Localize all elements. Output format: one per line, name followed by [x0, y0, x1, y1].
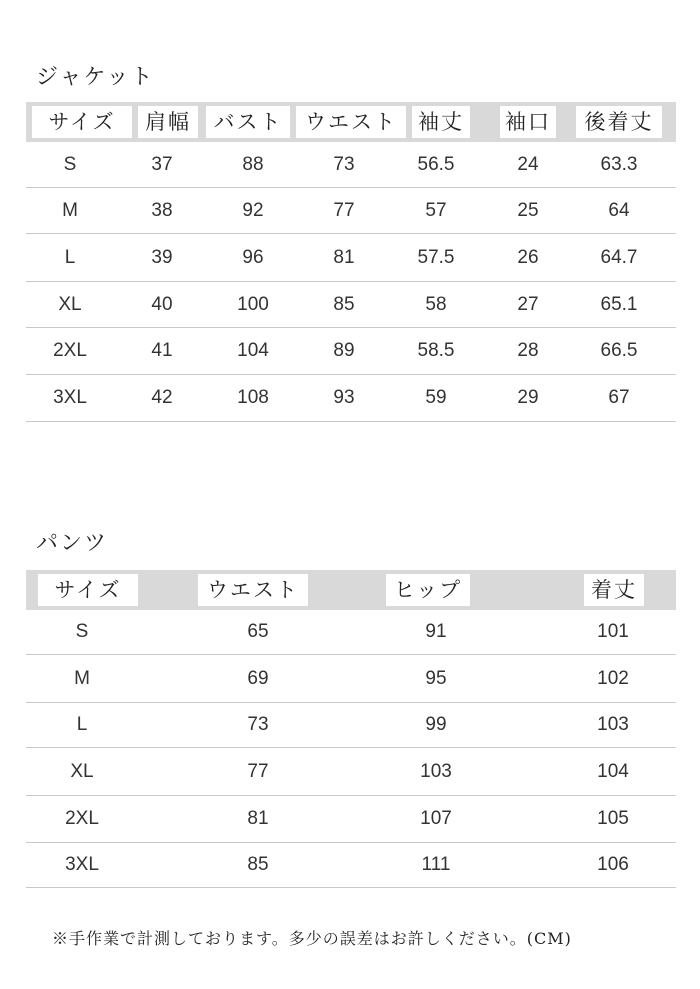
jacket-cell: 58	[425, 294, 447, 315]
jacket-cell: 92	[242, 200, 264, 221]
pants-cell: S	[75, 621, 89, 642]
pants-cell: 77	[247, 761, 269, 782]
jacket-cell: L	[64, 247, 76, 268]
pants-size-table	[26, 570, 676, 888]
jacket-cell: 57	[425, 200, 447, 221]
jacket-cell: 85	[333, 294, 355, 315]
pants-cell: 102	[597, 668, 629, 689]
jacket-cell: 58.5	[417, 340, 455, 361]
pants-table-row	[26, 796, 676, 843]
pants-cell: XL	[70, 761, 94, 782]
pants-header-size: サイズ	[38, 574, 138, 606]
jacket-size-table	[26, 102, 676, 422]
jacket-cell: 40	[151, 294, 173, 315]
pants-cell: 101	[597, 621, 629, 642]
jacket-header-sleeve-length: 袖丈	[412, 106, 470, 138]
jacket-cell: 56.5	[417, 154, 455, 175]
pants-table-row	[26, 610, 676, 655]
jacket-cell: 38	[151, 200, 173, 221]
jacket-cell: S	[63, 154, 77, 175]
jacket-cell: 25	[517, 200, 539, 221]
jacket-table-body	[26, 142, 676, 422]
jacket-cell: 27	[517, 294, 539, 315]
jacket-cell: 29	[517, 387, 539, 408]
pants-cell: 81	[247, 808, 269, 829]
pants-cell: 103	[597, 714, 629, 735]
pants-cell: M	[74, 668, 90, 689]
pants-table-row	[26, 843, 676, 888]
pants-cell: 95	[425, 668, 447, 689]
jacket-cell: 96	[242, 247, 264, 268]
pants-cell: 106	[597, 854, 629, 875]
jacket-cell: 66.5	[600, 340, 638, 361]
jacket-cell: 24	[517, 154, 539, 175]
jacket-cell: 26	[517, 247, 539, 268]
jacket-table-row	[26, 142, 676, 188]
pants-cell: 2XL	[65, 808, 99, 829]
jacket-cell: 77	[333, 200, 355, 221]
jacket-cell: M	[62, 200, 78, 221]
pants-cell: 107	[420, 808, 452, 829]
pants-cell: 91	[425, 621, 447, 642]
pants-cell: 3XL	[65, 854, 99, 875]
jacket-header-shoulder: 肩幅	[138, 106, 198, 138]
jacket-cell: 28	[517, 340, 539, 361]
jacket-cell: XL	[58, 294, 82, 315]
pants-table-row	[26, 655, 676, 703]
jacket-cell: 57.5	[417, 247, 455, 268]
jacket-cell: 89	[333, 340, 355, 361]
jacket-cell: 64	[608, 200, 630, 221]
jacket-cell: 3XL	[53, 387, 87, 408]
jacket-header-size: サイズ	[32, 106, 132, 138]
jacket-title: ジャケット	[36, 65, 155, 90]
jacket-table-row	[26, 375, 676, 422]
jacket-header-bust: バスト	[206, 106, 290, 138]
pants-cell: 99	[425, 714, 447, 735]
jacket-cell: 73	[333, 154, 355, 175]
pants-table-row	[26, 748, 676, 796]
jacket-cell: 59	[425, 387, 447, 408]
jacket-cell: 93	[333, 387, 355, 408]
pants-header-waist: ウエスト	[198, 574, 308, 606]
jacket-cell: 42	[151, 387, 173, 408]
jacket-cell: 37	[151, 154, 173, 175]
jacket-cell: 88	[242, 154, 264, 175]
pants-header-hip: ヒップ	[386, 574, 470, 606]
jacket-cell: 104	[237, 340, 269, 361]
pants-header-length: 着丈	[584, 574, 644, 606]
jacket-cell: 81	[333, 247, 355, 268]
jacket-cell: 63.3	[600, 154, 638, 175]
measurement-note: ※手作業で計測しております。多少の誤差はお許しください。(CM)	[52, 929, 572, 948]
jacket-cell: 2XL	[53, 340, 87, 361]
pants-cell: 69	[247, 668, 269, 689]
jacket-header-cuff: 袖口	[500, 106, 556, 138]
pants-cell: 111	[421, 854, 451, 875]
pants-cell: 103	[420, 761, 452, 782]
jacket-header-back-length: 後着丈	[576, 106, 662, 138]
jacket-cell: 65.1	[600, 294, 638, 315]
pants-cell: 104	[597, 761, 629, 782]
jacket-table-row	[26, 188, 676, 234]
jacket-cell: 108	[237, 387, 269, 408]
pants-table-row	[26, 703, 676, 748]
jacket-table-row	[26, 328, 676, 375]
jacket-table-row	[26, 234, 676, 282]
pants-title: パンツ	[36, 531, 109, 556]
pants-header-row	[26, 570, 676, 610]
jacket-table-row	[26, 282, 676, 328]
pants-cell: L	[76, 714, 88, 735]
jacket-cell: 67	[608, 387, 630, 408]
pants-cell: 105	[597, 808, 629, 829]
jacket-header-row	[26, 102, 676, 142]
pants-cell: 85	[247, 854, 269, 875]
jacket-cell: 39	[151, 247, 173, 268]
pants-cell: 73	[247, 714, 269, 735]
pants-table-body	[26, 610, 676, 888]
jacket-cell: 100	[237, 294, 269, 315]
jacket-header-waist: ウエスト	[296, 106, 406, 138]
jacket-cell: 41	[151, 340, 173, 361]
pants-cell: 65	[247, 621, 269, 642]
jacket-cell: 64.7	[600, 247, 638, 268]
